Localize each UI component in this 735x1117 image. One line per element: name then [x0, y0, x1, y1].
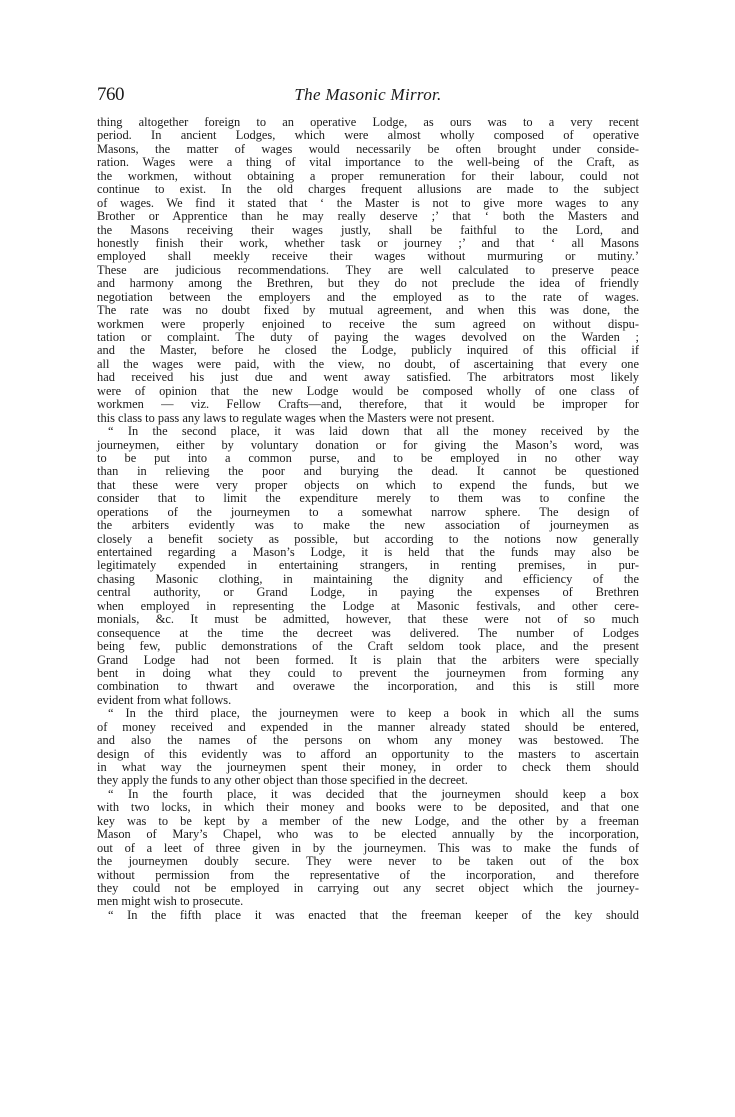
- text-line: The rate was no doubt fixed by mutual agreement, and when this was done, the: [97, 303, 639, 318]
- text-line: legitimately expended in entertaining strangers, in renting premises, in pur-: [97, 558, 639, 573]
- text-line: they could not be employed in carrying out any secret object which the journey-: [97, 880, 639, 895]
- text-line: consider that to limit the expenditure merely to them was to confine the: [97, 491, 639, 506]
- text-line: ration. Wages were a thing of vital importance to the well-being of the Craft, as: [97, 155, 639, 170]
- text-line: “ In the second place, it was laid down that all the money received by the: [108, 424, 639, 439]
- text-line: “ In the fourth place, it was decided that the journeymen should keep a box: [108, 786, 639, 801]
- text-line: “ In the fifth place it was enacted that the freeman keeper of the key should: [108, 907, 639, 922]
- text-line: entertained regarding a Mason’s Lodge, it is held that the funds may also be: [97, 545, 639, 559]
- text-line: men might wish to prosecute.: [97, 894, 244, 909]
- text-line: and the Master, before he closed the Lodge, publicly inquired of this official if: [97, 343, 639, 358]
- text-line: employed shall meekly receive their wages without murmuring or mutiny.’: [97, 249, 639, 264]
- text-line: operations of the journeymen to a somewhat narrow sphere. The design of: [97, 504, 639, 519]
- paragraph: [97, 707, 639, 788]
- text-line: without permission from the representative of the incorporation, and therefore: [97, 867, 639, 882]
- text-line: continue to exist. In the old charges frequent allusions are made to the subject: [97, 182, 639, 197]
- page-header: [97, 84, 639, 106]
- text-line: Brother or Apprentice than he may really deserve ;’ that ‘ both the Masters and: [97, 209, 639, 224]
- running-title: The Masonic Mirror.: [294, 85, 442, 104]
- text-line: were of opinion that the new Lodge would be composed wholly of one class of: [97, 383, 639, 398]
- text-line: central authority, or Grand Lodge, in paying the expenses of Brethren: [97, 585, 639, 600]
- text-line: than in relieving the poor and burying the dead. It cannot be questioned: [97, 464, 639, 479]
- text-line: of money received and expended in the manner already stated should be entered,: [97, 719, 639, 734]
- text-line: key was to be kept by a member of the new Lodge, and the other by a freeman: [97, 813, 639, 828]
- text-line: period. In ancient Lodges, which were almost wholly composed of operative: [97, 128, 639, 143]
- text-line: of wages. We find it stated that ‘ the Master is not to give more wages to any: [97, 195, 639, 210]
- text-line: they apply the funds to any other object than those specified in the decreet.: [97, 773, 468, 788]
- paragraph: [97, 788, 639, 909]
- text-line: in what way the journeymen spent their money, in order to check them should: [97, 760, 639, 774]
- text-line: journeymen, either by voluntary donation or for giving the Mason’s word, was: [97, 437, 639, 452]
- page-number: 760: [97, 84, 124, 105]
- text-line: and also the names of the persons on whom any money was bestowed. The: [97, 733, 639, 748]
- text-line: negotiation between the employers and the employed as to the rate of wages.: [97, 289, 639, 304]
- text-line: the Masons receiving their wages justly, shall be faithful to the Lord, and: [97, 222, 639, 237]
- text-line: that these were very proper objects on which to expend the funds, but we: [97, 477, 639, 492]
- paragraph: [97, 425, 639, 707]
- text-line: tation or complaint. The duty of paying the wages devolved on the Warden ;: [97, 330, 639, 344]
- text-line: all the wages were paid, with the view, no doubt, of ascertaining that every one: [97, 356, 639, 371]
- text-line: to be put into a common purse, and to be employed in no other way: [97, 450, 639, 465]
- text-line: Mason of Mary’s Chapel, who was to be elected annually by the incorporation,: [97, 827, 639, 842]
- text-line: out of a leet of three given in by the journeymen. This was to make the funds of: [97, 840, 639, 855]
- text-line: the journeymen doubly secure. They were never to be taken out of the box: [97, 854, 639, 869]
- paragraph: [97, 909, 639, 922]
- text-line: when employed in representing the Lodge at Masonic festivals, and other cere-: [97, 598, 639, 613]
- text-line: this class to pass any laws to regulate wages when the Masters were not present.: [97, 410, 495, 425]
- text-line: and harmony among the Brethren, but they do not preclude the idea of friendly: [97, 276, 639, 291]
- text-line: workmen — viz. Fellow Crafts—and, therefore, that it would be improper for: [97, 397, 639, 412]
- text-line: consequence at the time the decreet was delivered. The number of Lodges: [97, 625, 639, 640]
- paragraph: [97, 116, 639, 425]
- text-line: honestly finish their work, whether task or journey ;’ and that ‘ all Masons: [97, 235, 639, 250]
- text-line: Grand Lodge had not been formed. It is plain that the arbiters were specially: [97, 652, 639, 667]
- text-line: thing altogether foreign to an operative Lodge, as ours was to a very recent: [97, 115, 639, 129]
- text-line: workmen were properly enjoined to receive the sum agreed on without dispu-: [97, 316, 639, 331]
- text-line: closely a benefit society as possible, but according to the notions now generally: [97, 531, 639, 546]
- text-line: had received his just due and went away satisfied. The arbitrators most likely: [97, 370, 639, 385]
- text-line: the workmen, without obtaining a proper remuneration for their labour, could not: [97, 168, 639, 183]
- text-line: monials, &c. It must be admitted, however, that these were not of so much: [97, 612, 639, 627]
- text-line: the arbiters evidently was to make the new association of journeymen as: [97, 518, 639, 533]
- text-line: These are judicious recommendations. They are well calculated to preserve peace: [97, 262, 639, 277]
- text-line: “ In the third place, the journeymen were to keep a book in which all the sums: [108, 706, 639, 721]
- text-line: Masons, the matter of wages would necessarily be often brought under conside-: [97, 141, 639, 156]
- text-line: evident from what follows.: [97, 692, 232, 707]
- text-line: being few, public demonstrations of the Craft seldom took place, and the present: [97, 639, 639, 654]
- text-line: combination to thwart and overawe the incorporation, and this is still more: [97, 679, 639, 694]
- text-line: with two locks, in which their money and books were to be deposited, and that one: [97, 800, 639, 815]
- text-line: bent in doing what they could to prevent the journeymen from forming any: [97, 665, 639, 680]
- article-body: [97, 116, 639, 922]
- text-line: design of this evidently was to afford an opportunity to the masters to ascertain: [97, 746, 639, 761]
- text-line: chasing Masonic clothing, in maintaining the dignity and efficiency of the: [97, 571, 639, 586]
